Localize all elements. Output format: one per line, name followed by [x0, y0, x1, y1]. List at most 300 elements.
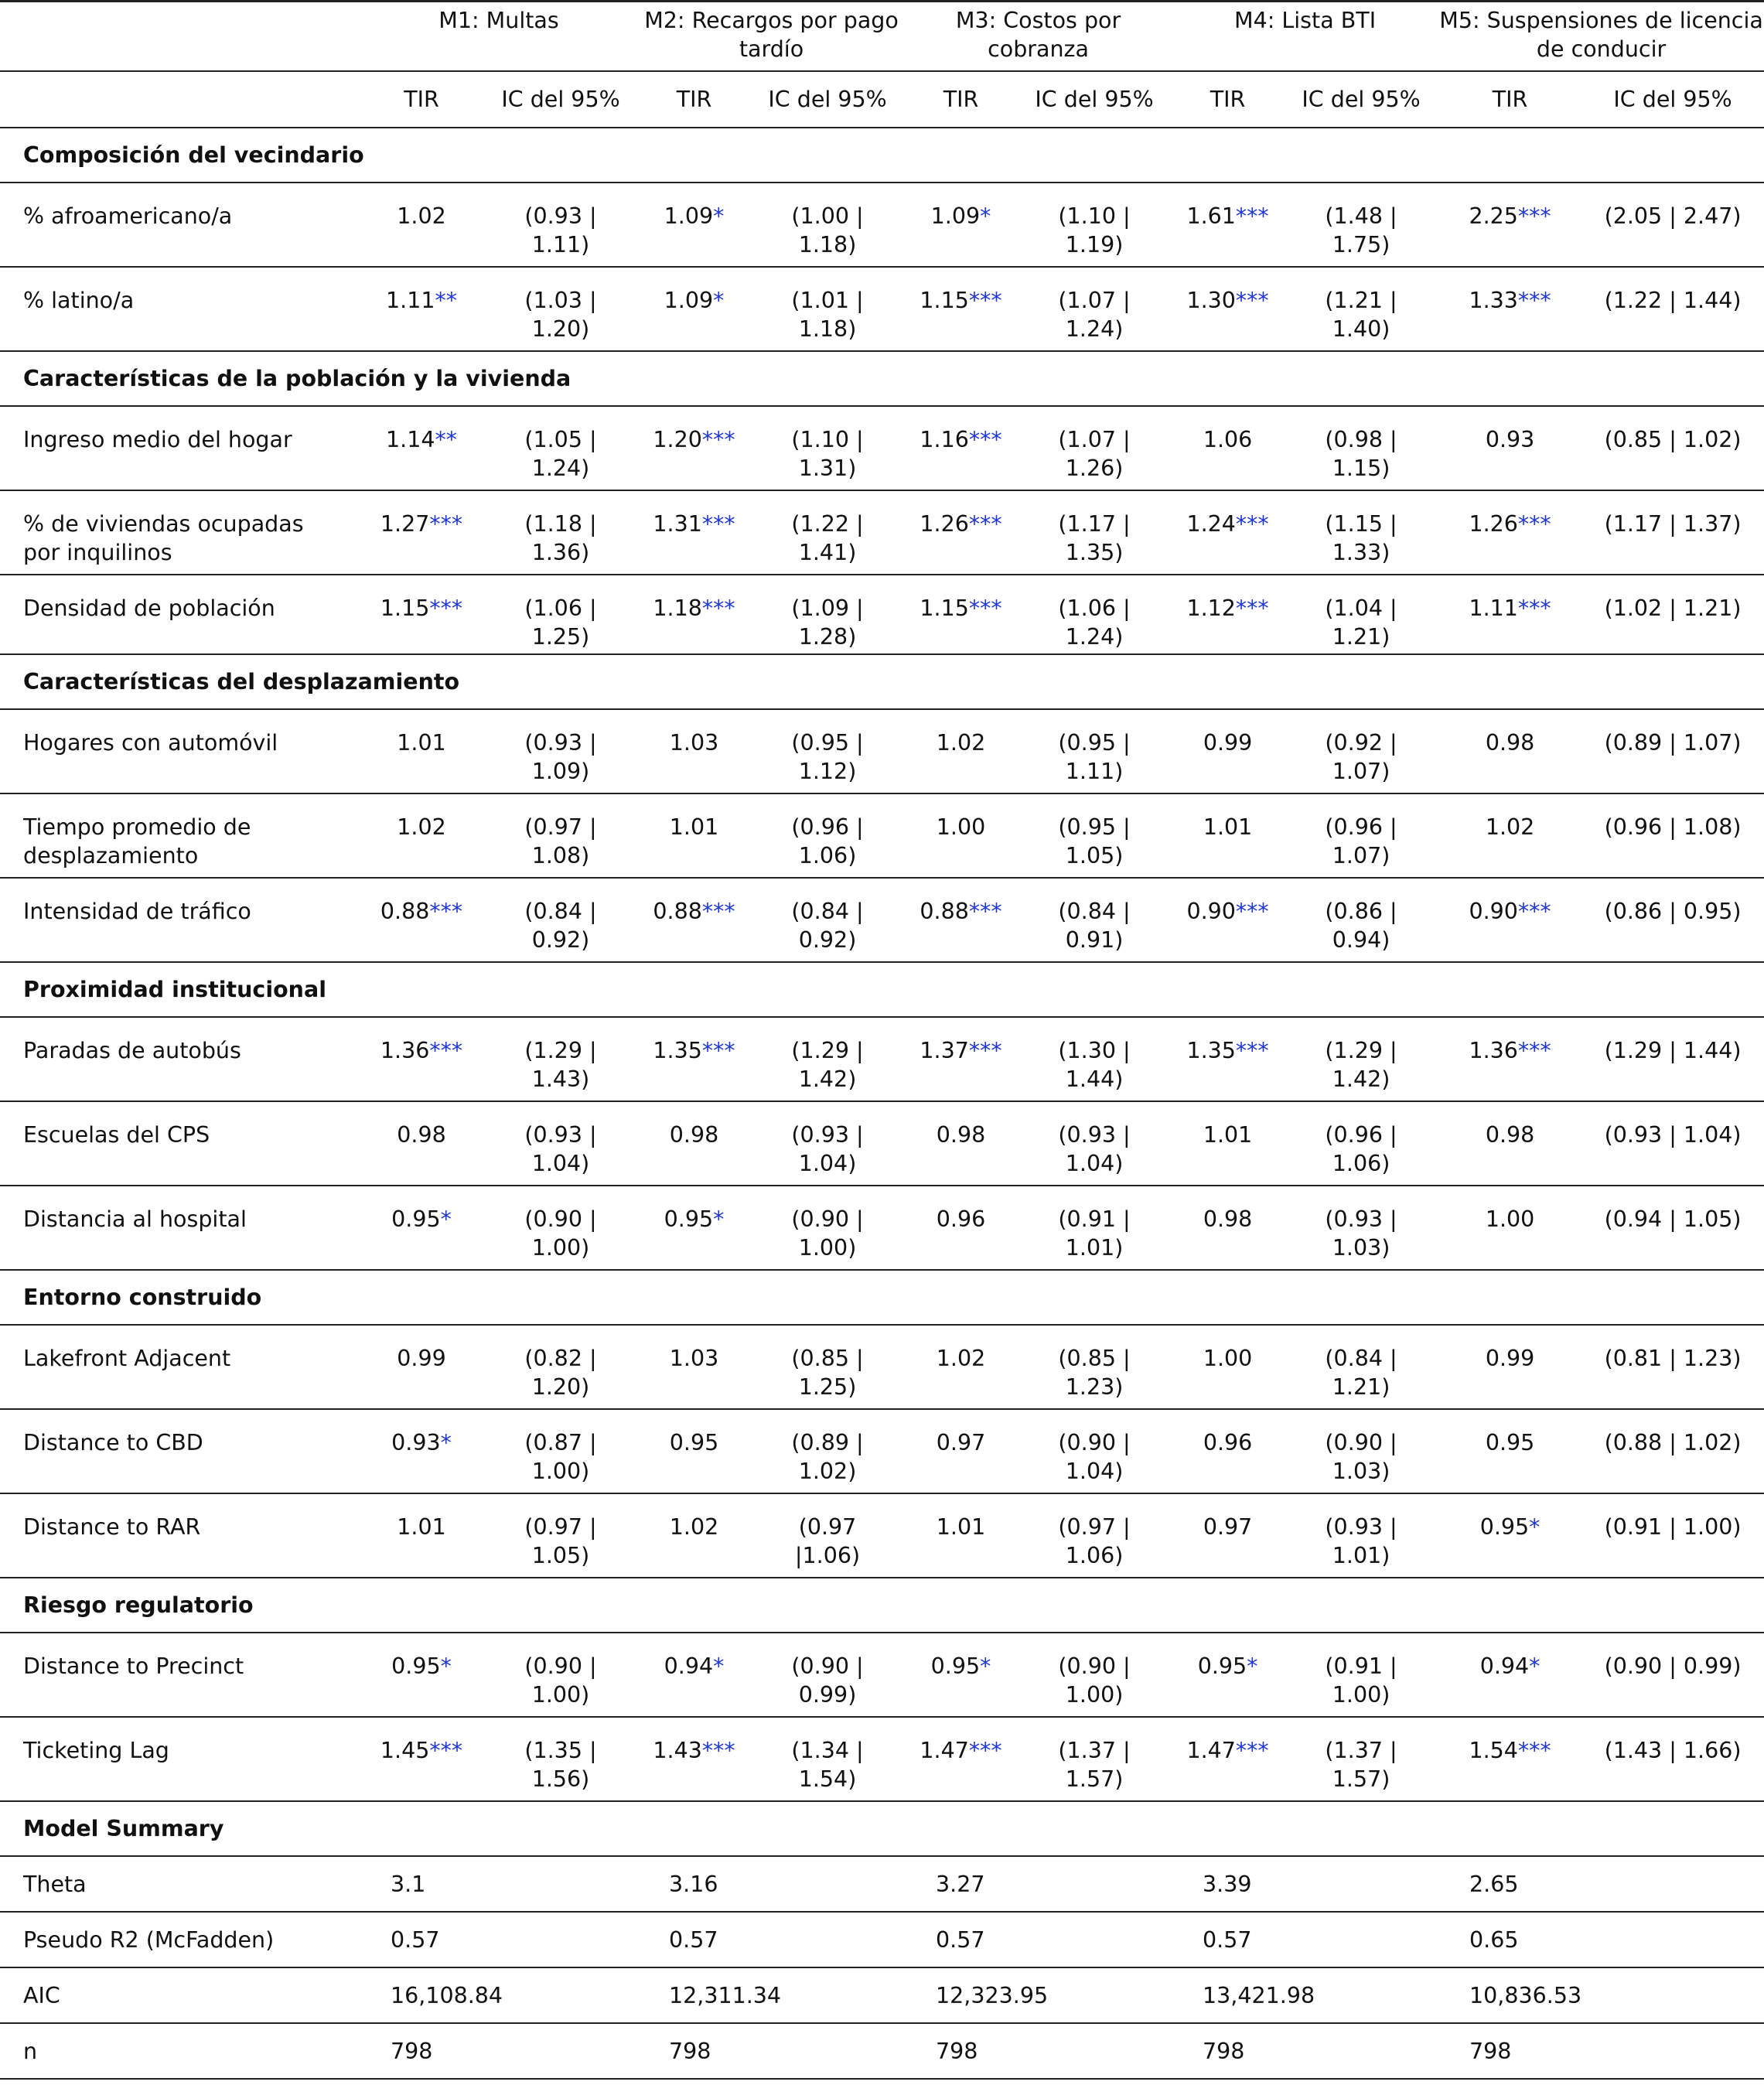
tir-cell: [905, 878, 1017, 962]
row-label: Ingreso medio del hogar: [0, 406, 360, 490]
tir-value: 1.02: [936, 730, 986, 756]
summary-value: 0.57: [905, 1912, 1172, 1967]
tir-cell: [1438, 1409, 1581, 1493]
ci-cell: (0.84 | 0.92): [483, 878, 638, 962]
ci-cell: (0.94 | 1.05): [1581, 1186, 1764, 1270]
tir-value: 0.98: [1485, 1122, 1535, 1148]
tir-value: 0.97: [936, 1430, 986, 1455]
ci-cell: (1.21 | 1.40): [1284, 267, 1438, 351]
tir-value: 1.33: [1469, 288, 1518, 313]
ci-cell: (1.37 | 1.57): [1284, 1717, 1438, 1801]
summary-label: Pseudo R2 (McFadden): [0, 1912, 360, 1967]
tir-value: 0.93: [391, 1430, 441, 1455]
significance-stars: ***: [1517, 595, 1551, 621]
tir-cell: [1438, 878, 1581, 962]
tir-cell: [1438, 267, 1581, 351]
section-row: [0, 654, 1764, 709]
ci-cell: (0.97 | 1.05): [483, 1493, 638, 1578]
tir-cell: [905, 406, 1017, 490]
ci-cell: (0.87 | 1.00): [483, 1409, 638, 1493]
table-row: [0, 1101, 1764, 1186]
significance-stars: ***: [1517, 511, 1551, 537]
tir-value: 1.26: [1469, 511, 1518, 537]
significance-stars: *: [713, 203, 725, 229]
significance-stars: ***: [1517, 1038, 1551, 1063]
tir-cell: [1172, 490, 1284, 575]
table-row: [0, 490, 1764, 575]
tir-cell: [360, 1101, 483, 1186]
model-title: M5: Suspensiones de licencia de conducir: [1438, 0, 1764, 71]
significance-stars: ***: [968, 511, 1002, 537]
tir-cell: [905, 1017, 1017, 1101]
ci-cell: (0.90 | 1.04): [1017, 1409, 1172, 1493]
ci-header: IC del 95%: [750, 71, 905, 128]
tir-cell: [638, 709, 750, 793]
tir-cell: [360, 267, 483, 351]
tir-cell: [1172, 183, 1284, 267]
ci-cell: (0.90 | 0.99): [750, 1633, 905, 1717]
tir-value: 1.03: [669, 1346, 719, 1371]
ci-cell: (0.93 | 1.03): [1284, 1186, 1438, 1270]
significance-stars: ***: [1235, 511, 1269, 537]
ci-cell: (0.85 | 1.23): [1017, 1325, 1172, 1409]
tir-cell: [360, 1633, 483, 1717]
table-row: [0, 406, 1764, 490]
row-label: Intensidad de tráfico: [0, 878, 360, 962]
significance-stars: ***: [1235, 595, 1269, 621]
tir-value: 1.12: [1186, 595, 1236, 621]
tir-value: 0.95: [669, 1430, 719, 1455]
tir-cell: [638, 267, 750, 351]
tir-cell: [905, 183, 1017, 267]
tir-cell: [1172, 575, 1284, 654]
row-label: Escuelas del CPS: [0, 1101, 360, 1186]
section-title: Características del desplazamiento: [0, 654, 1764, 709]
tir-cell: [1172, 1186, 1284, 1270]
tir-cell: [638, 1325, 750, 1409]
ci-cell: (1.03 | 1.20): [483, 267, 638, 351]
tir-cell: [1438, 575, 1581, 654]
significance-stars: ***: [1235, 899, 1269, 924]
tir-value: 1.54: [1469, 1738, 1518, 1763]
tir-value: 0.98: [936, 1122, 986, 1148]
tir-value: 0.88: [380, 899, 430, 924]
ci-cell: (0.95 | 1.11): [1017, 709, 1172, 793]
significance-stars: **: [435, 427, 457, 452]
summary-value: 798: [1438, 2023, 1764, 2079]
tir-value: 1.11: [386, 288, 435, 313]
tir-cell: [1438, 1101, 1581, 1186]
tir-value: 1.01: [1203, 1122, 1253, 1148]
tir-cell: [1438, 793, 1581, 878]
table-row: [0, 183, 1764, 267]
tir-cell: [1438, 1493, 1581, 1578]
ci-cell: (1.06 | 1.24): [1017, 575, 1172, 654]
tir-value: 0.88: [653, 899, 702, 924]
tir-cell: [905, 1325, 1017, 1409]
ci-cell: (1.29 | 1.43): [483, 1017, 638, 1101]
summary-value: 0.57: [638, 1912, 905, 1967]
tir-value: 1.01: [669, 814, 719, 840]
header-blank: [0, 0, 360, 71]
tir-value: 1.18: [653, 595, 702, 621]
tir-cell: [638, 878, 750, 962]
row-label: Ticketing Lag: [0, 1717, 360, 1801]
tir-value: 1.09: [930, 203, 981, 229]
significance-stars: ***: [429, 1738, 463, 1763]
tir-value: 0.90: [1186, 899, 1236, 924]
section-title: Entorno construido: [0, 1270, 1764, 1325]
tir-value: 0.94: [1479, 1653, 1530, 1679]
summary-value: 798: [905, 2023, 1172, 2079]
ci-cell: (0.86 | 0.94): [1284, 878, 1438, 962]
ci-cell: (0.85 | 1.02): [1581, 406, 1764, 490]
summary-value: 3.39: [1172, 1856, 1438, 1912]
table-row: [0, 1717, 1764, 1801]
significance-stars: ***: [701, 427, 735, 452]
tir-cell: [1438, 1186, 1581, 1270]
row-label: Distance to RAR: [0, 1493, 360, 1578]
tir-value: 0.95: [1479, 1514, 1530, 1540]
tir-value: 0.95: [930, 1653, 981, 1679]
tir-cell: [638, 1633, 750, 1717]
model-title: M1: Multas: [360, 0, 638, 71]
tir-value: 1.15: [380, 595, 430, 621]
tir-value: 0.90: [1469, 899, 1518, 924]
tir-value: 1.61: [1186, 203, 1236, 229]
tir-cell: [360, 490, 483, 575]
section-title: Model Summary: [0, 1801, 1764, 1856]
tir-cell: [1172, 1717, 1284, 1801]
summary-value: 12,323.95: [905, 1967, 1172, 2023]
tir-value: 0.98: [1203, 1206, 1253, 1232]
tir-value: 1.26: [920, 511, 969, 537]
significance-stars: ***: [1235, 1038, 1269, 1063]
ci-cell: (0.90 | 1.00): [750, 1186, 905, 1270]
tir-cell: [1438, 1325, 1581, 1409]
tir-value: 1.24: [1186, 511, 1236, 537]
tir-cell: [1438, 406, 1581, 490]
tir-header: TIR: [1172, 71, 1284, 128]
significance-stars: *: [713, 1653, 725, 1679]
row-label: Distance to Precinct: [0, 1633, 360, 1717]
row-label: Paradas de autobús: [0, 1017, 360, 1101]
tir-cell: [905, 1409, 1017, 1493]
summary-label: AIC: [0, 1967, 360, 2023]
ci-cell: (0.88 | 1.02): [1581, 1409, 1764, 1493]
tir-value: 1.16: [920, 427, 969, 452]
tir-cell: [638, 406, 750, 490]
tir-cell: [905, 709, 1017, 793]
tir-value: 1.01: [397, 730, 446, 756]
significance-stars: **: [435, 288, 457, 313]
tir-cell: [360, 709, 483, 793]
summary-value: 798: [1172, 2023, 1438, 2079]
tir-value: 0.97: [1203, 1514, 1253, 1540]
tir-value: 1.15: [920, 595, 969, 621]
tir-cell: [638, 793, 750, 878]
ci-cell: (0.84 | 1.21): [1284, 1325, 1438, 1409]
tir-cell: [1438, 183, 1581, 267]
tir-cell: [638, 1717, 750, 1801]
tir-cell: [638, 490, 750, 575]
table-row: [0, 793, 1764, 878]
tir-value: 1.43: [653, 1738, 702, 1763]
tir-cell: [1438, 1633, 1581, 1717]
tir-cell: [360, 793, 483, 878]
tir-value: 1.09: [664, 203, 714, 229]
table-body: [0, 128, 1764, 2079]
significance-stars: ***: [701, 511, 735, 537]
significance-stars: *: [980, 1653, 991, 1679]
ci-cell: (0.96 | 1.06): [750, 793, 905, 878]
tir-value: 1.02: [1485, 814, 1535, 840]
tir-cell: [638, 1186, 750, 1270]
summary-value: 798: [360, 2023, 638, 2079]
ci-header: IC del 95%: [483, 71, 638, 128]
tir-value: 0.88: [920, 899, 969, 924]
tir-value: 1.01: [936, 1514, 986, 1540]
ci-cell: (0.97 | 1.08): [483, 793, 638, 878]
ci-cell: (0.93 | 1.04): [1017, 1101, 1172, 1186]
ci-cell: (1.00 | 1.18): [750, 183, 905, 267]
ci-header: IC del 95%: [1581, 71, 1764, 128]
tir-value: 1.20: [653, 427, 702, 452]
tir-value: 1.00: [1485, 1206, 1535, 1232]
ci-cell: (0.97 |1.06): [750, 1493, 905, 1578]
tir-cell: [360, 1409, 483, 1493]
tir-value: 1.27: [380, 511, 430, 537]
tir-cell: [638, 183, 750, 267]
row-label: % afroamericano/a: [0, 183, 360, 267]
tir-value: 0.99: [1485, 1346, 1535, 1371]
tir-value: 0.96: [936, 1206, 986, 1232]
tir-cell: [1438, 1017, 1581, 1101]
tir-value: 1.45: [380, 1738, 430, 1763]
significance-stars: ***: [968, 595, 1002, 621]
tir-value: 1.47: [1186, 1738, 1236, 1763]
ci-cell: (2.05 | 2.47): [1581, 183, 1764, 267]
tir-cell: [360, 575, 483, 654]
significance-stars: *: [440, 1206, 452, 1232]
tir-cell: [905, 267, 1017, 351]
column-header-row: [0, 71, 1764, 128]
table-row: [0, 1633, 1764, 1717]
ci-cell: (1.22 | 1.41): [750, 490, 905, 575]
section-row: [0, 1270, 1764, 1325]
ci-cell: (1.05 | 1.24): [483, 406, 638, 490]
ci-cell: (1.30 | 1.44): [1017, 1017, 1172, 1101]
ci-cell: (1.43 | 1.66): [1581, 1717, 1764, 1801]
summary-row: [0, 1967, 1764, 2023]
tir-value: 1.02: [669, 1514, 719, 1540]
tir-value: 0.95: [1485, 1430, 1535, 1455]
ci-cell: (0.89 | 1.02): [750, 1409, 905, 1493]
summary-label: Theta: [0, 1856, 360, 1912]
summary-label: n: [0, 2023, 360, 2079]
ci-cell: (1.34 | 1.54): [750, 1717, 905, 1801]
summary-value: 0.57: [360, 1912, 638, 1967]
tir-cell: [360, 1017, 483, 1101]
tir-value: 0.95: [664, 1206, 714, 1232]
tir-cell: [360, 1186, 483, 1270]
section-row: [0, 1801, 1764, 1856]
ci-cell: (0.96 | 1.07): [1284, 793, 1438, 878]
ci-cell: (0.98 | 1.15): [1284, 406, 1438, 490]
tir-value: 0.98: [397, 1122, 446, 1148]
model-header-row: [0, 0, 1764, 71]
summary-value: 13,421.98: [1172, 1967, 1438, 2023]
ci-cell: (0.86 | 0.95): [1581, 878, 1764, 962]
ci-cell: (0.95 | 1.12): [750, 709, 905, 793]
row-label: Densidad de población: [0, 575, 360, 654]
significance-stars: ***: [429, 511, 463, 537]
ci-cell: (0.97 | 1.06): [1017, 1493, 1172, 1578]
summary-row: [0, 1856, 1764, 1912]
significance-stars: ***: [968, 427, 1002, 452]
ci-cell: (0.90 | 1.03): [1284, 1409, 1438, 1493]
significance-stars: ***: [968, 1038, 1002, 1063]
tir-value: 0.94: [664, 1653, 714, 1679]
tir-value: 2.25: [1469, 203, 1518, 229]
ci-cell: (1.01 | 1.18): [750, 267, 905, 351]
ci-cell: (0.91 | 1.01): [1017, 1186, 1172, 1270]
tir-cell: [360, 1325, 483, 1409]
tir-value: 0.98: [1485, 730, 1535, 756]
ci-cell: (0.90 | 1.00): [483, 1186, 638, 1270]
ci-cell: (1.29 | 1.42): [1284, 1017, 1438, 1101]
tir-header: TIR: [360, 71, 483, 128]
tir-cell: [1172, 1633, 1284, 1717]
ci-cell: (1.22 | 1.44): [1581, 267, 1764, 351]
significance-stars: *: [440, 1653, 452, 1679]
significance-stars: ***: [1517, 203, 1551, 229]
tir-value: 1.37: [920, 1038, 969, 1063]
tir-value: 0.95: [391, 1653, 441, 1679]
tir-header: TIR: [905, 71, 1017, 128]
ci-cell: (0.84 | 0.91): [1017, 878, 1172, 962]
table-header: [0, 0, 1764, 128]
significance-stars: ***: [1235, 288, 1269, 313]
ci-cell: (0.90 | 0.99): [1581, 1633, 1764, 1717]
tir-cell: [638, 1409, 750, 1493]
tir-cell: [1438, 709, 1581, 793]
summary-value: 16,108.84: [360, 1967, 638, 2023]
tir-value: 1.01: [397, 1514, 446, 1540]
model-title: M4: Lista BTI: [1172, 0, 1438, 71]
tir-value: 1.03: [669, 730, 719, 756]
ci-cell: (1.17 | 1.35): [1017, 490, 1172, 575]
ci-cell: (1.10 | 1.31): [750, 406, 905, 490]
tir-cell: [1172, 1409, 1284, 1493]
row-label: % latino/a: [0, 267, 360, 351]
model-title: M3: Costos por cobranza: [905, 0, 1172, 71]
tir-value: 1.14: [386, 427, 435, 452]
section-title: Composición del vecindario: [0, 128, 1764, 183]
table-row: [0, 1409, 1764, 1493]
tir-cell: [1172, 709, 1284, 793]
significance-stars: ***: [1235, 1738, 1269, 1763]
tir-header: TIR: [1438, 71, 1581, 128]
tir-cell: [360, 406, 483, 490]
tir-cell: [1172, 1017, 1284, 1101]
summary-value: 2.65: [1438, 1856, 1764, 1912]
significance-stars: *: [713, 288, 725, 313]
row-label: % de viviendas ocupadas por inquilinos: [0, 490, 360, 575]
section-title: Características de la población y la vivienda: [0, 351, 1764, 406]
ci-cell: (1.48 | 1.75): [1284, 183, 1438, 267]
ci-cell: (0.93 | 1.09): [483, 709, 638, 793]
tir-cell: [1438, 490, 1581, 575]
tir-cell: [638, 1493, 750, 1578]
ci-cell: (0.93 | 1.11): [483, 183, 638, 267]
ci-header: IC del 95%: [1284, 71, 1438, 128]
ci-cell: (1.10 | 1.19): [1017, 183, 1172, 267]
summary-value: 0.65: [1438, 1912, 1764, 1967]
section-title: Riesgo regulatorio: [0, 1578, 1764, 1633]
tir-value: 0.93: [1485, 427, 1535, 452]
significance-stars: ***: [701, 595, 735, 621]
tir-value: 1.31: [653, 511, 702, 537]
tir-value: 1.02: [397, 814, 446, 840]
ci-cell: (0.82 | 1.20): [483, 1325, 638, 1409]
tir-cell: [1172, 1493, 1284, 1578]
tir-cell: [638, 1017, 750, 1101]
ci-cell: (1.07 | 1.24): [1017, 267, 1172, 351]
row-label: Lakefront Adjacent: [0, 1325, 360, 1409]
summary-value: 3.27: [905, 1856, 1172, 1912]
tir-value: 1.47: [920, 1738, 969, 1763]
tir-value: 0.95: [391, 1206, 441, 1232]
ci-cell: (1.04 | 1.21): [1284, 575, 1438, 654]
significance-stars: *: [1247, 1653, 1258, 1679]
table-row: [0, 1017, 1764, 1101]
row-label: Hogares con automóvil: [0, 709, 360, 793]
tir-header: TIR: [638, 71, 750, 128]
tir-cell: [638, 575, 750, 654]
ci-cell: (1.37 | 1.57): [1017, 1717, 1172, 1801]
significance-stars: ***: [968, 288, 1002, 313]
ci-cell: (0.84 | 0.92): [750, 878, 905, 962]
section-row: [0, 128, 1764, 183]
tir-value: 1.02: [397, 203, 446, 229]
ci-cell: (1.15 | 1.33): [1284, 490, 1438, 575]
tir-value: 0.95: [1197, 1653, 1247, 1679]
significance-stars: ***: [701, 1738, 735, 1763]
ci-cell: (0.93 | 1.04): [1581, 1101, 1764, 1186]
significance-stars: ***: [1517, 288, 1551, 313]
tir-value: 1.11: [1469, 595, 1518, 621]
table-row: [0, 1186, 1764, 1270]
section-row: [0, 962, 1764, 1017]
ci-cell: (1.29 | 1.44): [1581, 1017, 1764, 1101]
ci-cell: (1.35 | 1.56): [483, 1717, 638, 1801]
tir-cell: [360, 183, 483, 267]
model-title: M2: Recargos por pago tardío: [638, 0, 905, 71]
tir-cell: [1172, 406, 1284, 490]
tir-value: 1.00: [936, 814, 986, 840]
table-row: [0, 267, 1764, 351]
table-row: [0, 878, 1764, 962]
ci-cell: (1.18 | 1.36): [483, 490, 638, 575]
summary-value: 3.1: [360, 1856, 638, 1912]
tir-cell: [905, 1717, 1017, 1801]
summary-value: 3.16: [638, 1856, 905, 1912]
significance-stars: *: [1529, 1514, 1541, 1540]
tir-cell: [905, 793, 1017, 878]
significance-stars: *: [440, 1430, 452, 1455]
summary-value: 10,836.53: [1438, 1967, 1764, 2023]
